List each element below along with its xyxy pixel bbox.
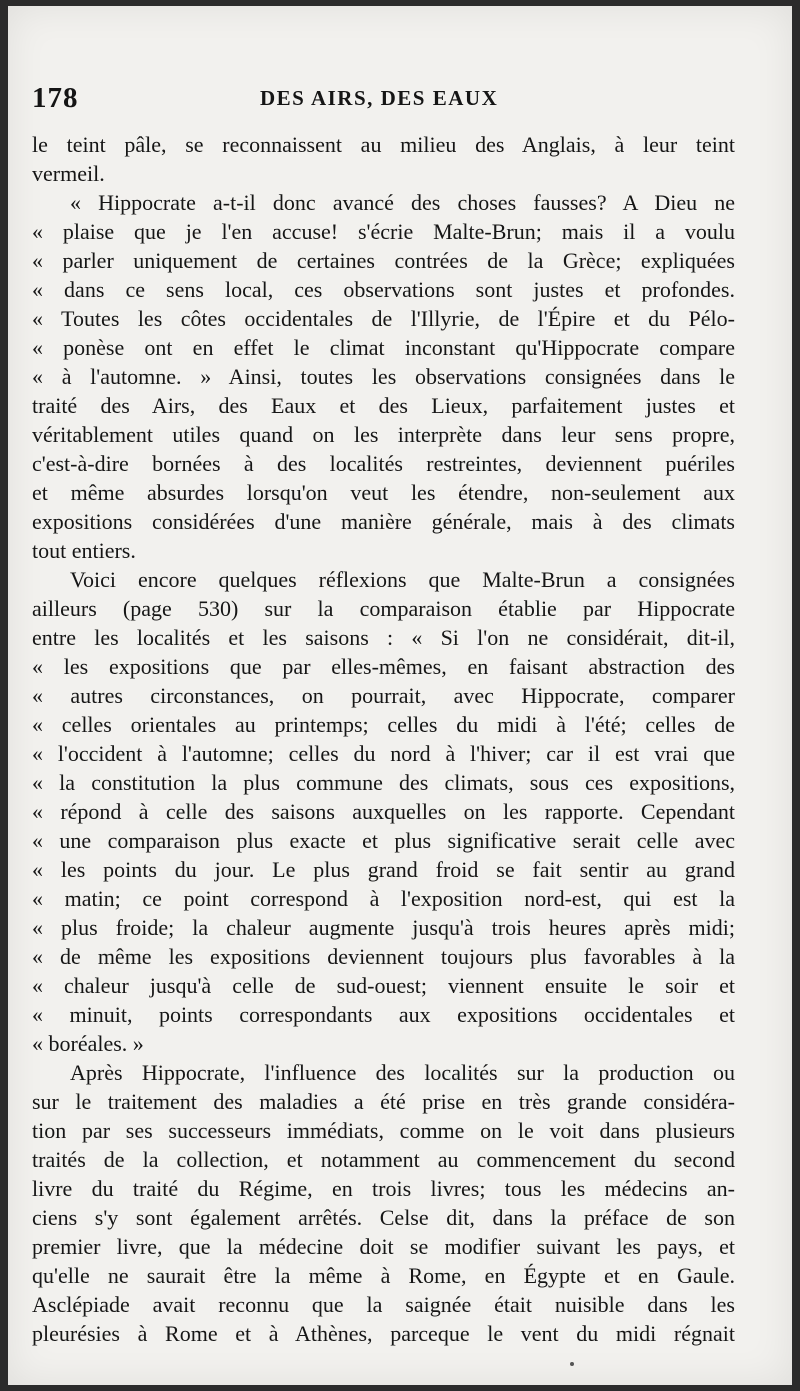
text-line: « Toutes les côtes occidentales de l'Illyrie, de l'Épire et du Pélo-	[32, 306, 735, 331]
text-line: « autres circonstances, on pourrait, avec Hippocrate, comparer	[32, 683, 735, 708]
text-line: « plus froide; la chaleur augmente jusqu'à trois heures après midi;	[32, 915, 735, 940]
text-line: tion par ses successeurs immédiats, comme on le voit dans plusieurs	[32, 1118, 735, 1143]
text-line: le teint pâle, se reconnaissent au milieu des Anglais, à leur teint	[32, 132, 735, 157]
text-line: traité des Airs, des Eaux et des Lieux, parfaitement justes et	[32, 393, 735, 418]
text-line: « minuit, points correspondants aux expositions occidentales et	[32, 1002, 735, 1027]
text-line: « l'occident à l'automne; celles du nord à l'hiver; car il est vrai que	[32, 741, 735, 766]
page-header	[32, 82, 732, 122]
text-line: pleurésies à Rome et à Athènes, parceque le vent du midi régnait	[32, 1321, 735, 1346]
text-line: livre du traité du Régime, en trois livres; tous les médecins an-	[32, 1176, 735, 1201]
text-line: « répond à celle des saisons auxquelles on les rapporte. Cependant	[32, 799, 735, 824]
text-line: expositions considérées d'une manière générale, mais à des climats	[32, 509, 735, 534]
text-line: sur le traitement des maladies a été prise en très grande considéra-	[32, 1089, 735, 1114]
text-line: traités de la collection, et notamment au commencement du second	[32, 1147, 735, 1172]
text-line: véritablement utiles quand on les interprète dans leur sens propre,	[32, 422, 735, 447]
text-line: et même absurdes lorsqu'on veut les étendre, non-seulement aux	[32, 480, 735, 505]
text-line: « de même les expositions deviennent toujours plus favorables à la	[32, 944, 735, 969]
text-line: Après Hippocrate, l'influence des localités sur la production ou	[70, 1060, 735, 1085]
book-page	[8, 6, 792, 1385]
text-line: « boréales. »	[32, 1031, 144, 1056]
body-text	[32, 130, 735, 1348]
text-line: « Hippocrate a-t-il donc avancé des choses fausses? A Dieu ne	[70, 190, 735, 215]
text-line: « une comparaison plus exacte et plus significative serait celle avec	[32, 828, 735, 853]
text-line: ciens s'y sont également arrêtés. Celse dit, dans la préface de son	[32, 1205, 735, 1230]
text-line: Voici encore quelques réflexions que Malte-Brun a consignées	[70, 567, 735, 592]
text-line: tout entiers.	[32, 538, 136, 563]
text-line: premier livre, que la médecine doit se modifier suivant les pays, et	[32, 1234, 735, 1259]
text-line: vermeil.	[32, 161, 105, 186]
text-line: « ponèse ont en effet le climat inconstant qu'Hippocrate compare	[32, 335, 735, 360]
text-line: qu'elle ne saurait être la même à Rome, en Égypte et en Gaule.	[32, 1263, 735, 1288]
text-line: ailleurs (page 530) sur la comparaison établie par Hippocrate	[32, 596, 735, 621]
running-title: DES AIRS, DES EAUX	[260, 86, 499, 110]
text-line: « à l'automne. » Ainsi, toutes les observations consignées dans le	[32, 364, 735, 389]
text-line: « matin; ce point correspond à l'exposition nord-est, qui est la	[32, 886, 735, 911]
text-line: « celles orientales au printemps; celles du midi à l'été; celles de	[32, 712, 735, 737]
text-line: « les points du jour. Le plus grand froid se fait sentir au grand	[32, 857, 735, 882]
text-line: entre les localités et les saisons : « Si l'on ne considérait, dit-il,	[32, 625, 735, 650]
text-line: « parler uniquement de certaines contrées de la Grèce; expliquées	[32, 248, 735, 273]
text-line: « les expositions que par elles-mêmes, en faisant abstraction des	[32, 654, 735, 679]
ink-speck	[570, 1362, 574, 1366]
text-line: Asclépiade avait reconnu que la saignée était nuisible dans les	[32, 1292, 735, 1317]
text-line: « dans ce sens local, ces observations sont justes et profondes.	[32, 277, 735, 302]
text-line: « chaleur jusqu'à celle de sud-ouest; viennent ensuite le soir et	[32, 973, 735, 998]
text-line: « plaise que je l'en accuse! s'écrie Malte-Brun; mais il a voulu	[32, 219, 735, 244]
page-number: 178	[32, 82, 79, 114]
text-line: c'est-à-dire bornées à des localités restreintes, deviennent puériles	[32, 451, 735, 476]
text-line: « la constitution la plus commune des climats, sous ces expositions,	[32, 770, 735, 795]
